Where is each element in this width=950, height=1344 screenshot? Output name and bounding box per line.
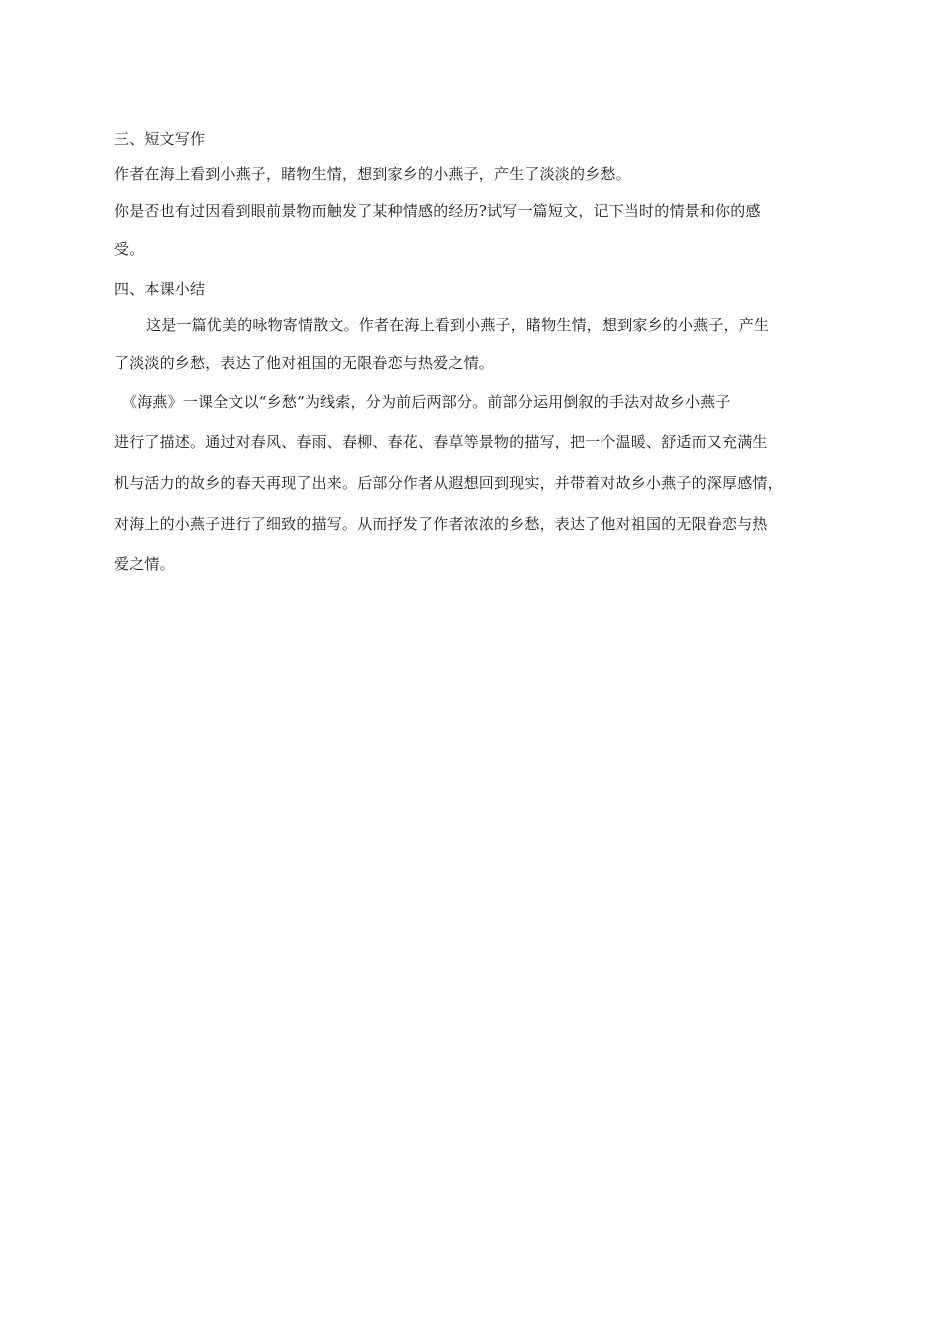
summary-para2-line-2: 进行了描述。通过对春风、春雨、春柳、春花、春草等景物的描写，把一个温暖、舒适而又充满生 bbox=[114, 433, 768, 451]
section-heading-summary: 四、本课小结 bbox=[114, 280, 206, 298]
summary-para2-line-4: 对海上的小燕子进行了细致的描写。从而抒发了作者浓浓的乡愁，表达了他对祖国的无限眷恋与热 bbox=[114, 515, 768, 533]
writing-line-2: 你是否也有过因看到眼前景物而触发了某种情感的经历?试写一篇短文，记下当时的情景和你的感 bbox=[114, 202, 761, 220]
summary-para1-line-1: 这是一篇优美的咏物寄情散文。作者在海上看到小燕子，睹物生情，想到家乡的小燕子，产生 bbox=[146, 316, 770, 334]
summary-para2-line-5: 爱之情。 bbox=[114, 555, 175, 573]
summary-para2-line-3: 机与活力的故乡的春天再现了出来。后部分作者从遐想回到现实，并带着对故乡小燕子的深厚感情， bbox=[114, 474, 783, 492]
summary-para2-line-1: 《海燕》一课全文以“乡愁”为线索，分为前后两部分。前部分运用倒叙的手法对故乡小燕子 bbox=[122, 393, 731, 411]
writing-line-1: 作者在海上看到小燕子，睹物生情，想到家乡的小燕子，产生了淡淡的乡愁。 bbox=[114, 165, 631, 183]
writing-line-3: 受。 bbox=[114, 240, 145, 258]
section-heading-writing: 三、短文写作 bbox=[114, 130, 206, 148]
summary-para1-line-2: 了淡淡的乡愁，表达了他对祖国的无限眷恋与热爱之情。 bbox=[114, 354, 495, 372]
